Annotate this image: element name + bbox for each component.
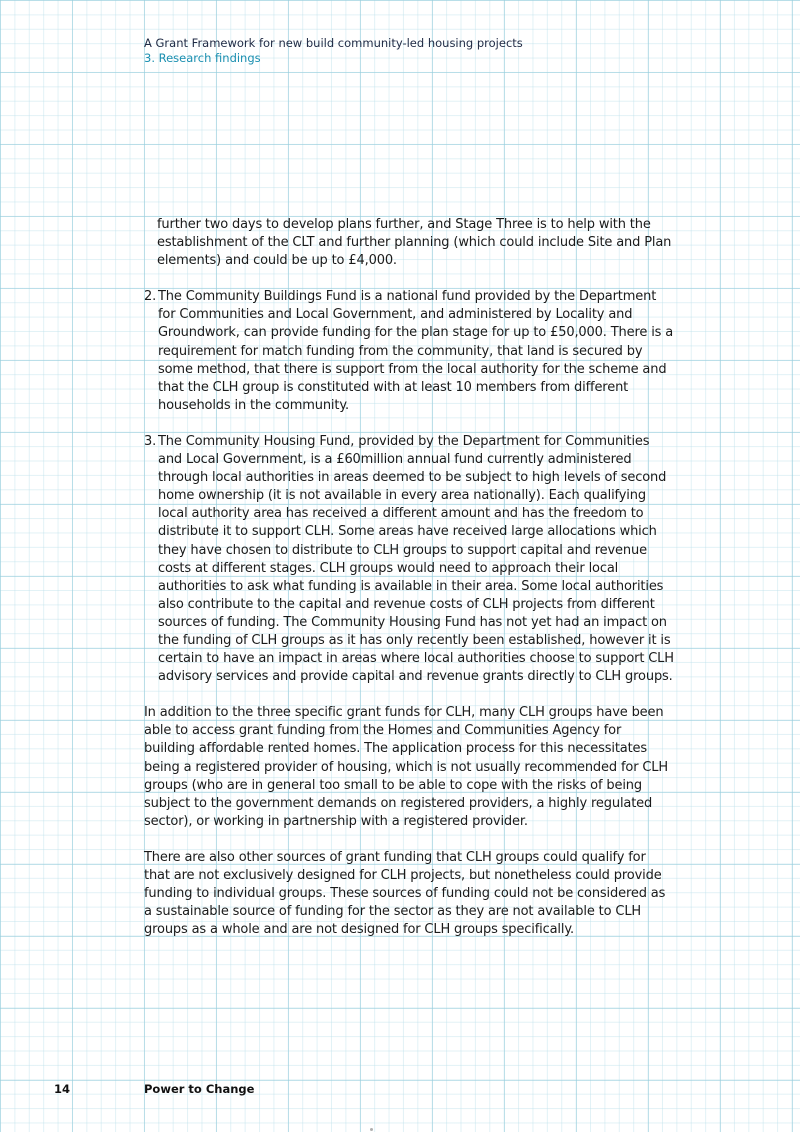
running-header [144, 36, 523, 66]
section-title: 3. Research findings [144, 51, 261, 65]
paragraph: There are also other sources of grant funding that CLH groups could qualify for that are not exclusively designed for CLH projects, but nonetheless could provide funding to individual groups. These sources of funding could not be considered as a sustainable source of funding for the sector as they are not available to CLH groups as a whole and are not designed for CLH groups specifically. [144, 849, 666, 938]
page-number: 14 [54, 1082, 71, 1096]
list-number: 2. [144, 289, 157, 305]
paragraph: In addition to the three specific grant funds for CLH, many CLH groups have been able to access grant funding from the Homes and Communities Agency for building affordable rented homes. The application process for this necessitates being a registered provider of housing, which is not usually recommended for CLH groups (who are in general too small to be able to cope with the risks of being subject to the government demands on registered providers, a highly regulated sector), or working in partnership with a registered provider. [144, 705, 669, 829]
list-item [144, 288, 674, 415]
document-title: A Grant Framework for new build community-led housing projects [144, 36, 523, 50]
page-marker-dot [370, 1128, 373, 1131]
list-number: 3. [144, 433, 157, 449]
list-item [144, 433, 674, 686]
body-text [144, 216, 674, 957]
list-item-text: The Community Housing Fund, provided by the Department for Communities and Local Government, is a £60million annual fund currently administered through local authorities in areas deemed to be subject to high levels of second home ownership (it is not available in every area nationally). Each qualifying local authority area has received a different amount and has the freedom to distribute it to support CLH. Some areas have received large allocations which they have chosen to distribute to CLH groups to support capital and revenue costs at different stages. CLH groups would need to approach their local authorities to ask what funding is available in their area. Some local authorities also contribute to the capital and revenue costs of CLH projects from different sources of funding. The Community Housing Fund has not yet had an impact on the funding of CLH groups as it has only recently been established, however it is certain to have an impact in areas where local authorities choose to support CLH advisory services and provide capital and revenue grants directly to CLH groups. [158, 433, 674, 685]
continuation-paragraph: further two days to develop plans further, and Stage Three is to help with the establishment of the CLT and further planning (which could include Site and Plan elements) and could be up to £4,000. [157, 217, 672, 269]
footer-brand: Power to Change [144, 1082, 255, 1096]
list-item-text: The Community Buildings Fund is a national fund provided by the Department for Communities and Local Government, and administered by Locality and Groundwork, can provide funding for the plan stage for up to £50,000. There is a requirement for match funding from the community, that land is secured by some method, that there is support from the local authority for the scheme and that the CLH group is constituted with at least 10 members from different households in the community. [158, 289, 674, 413]
